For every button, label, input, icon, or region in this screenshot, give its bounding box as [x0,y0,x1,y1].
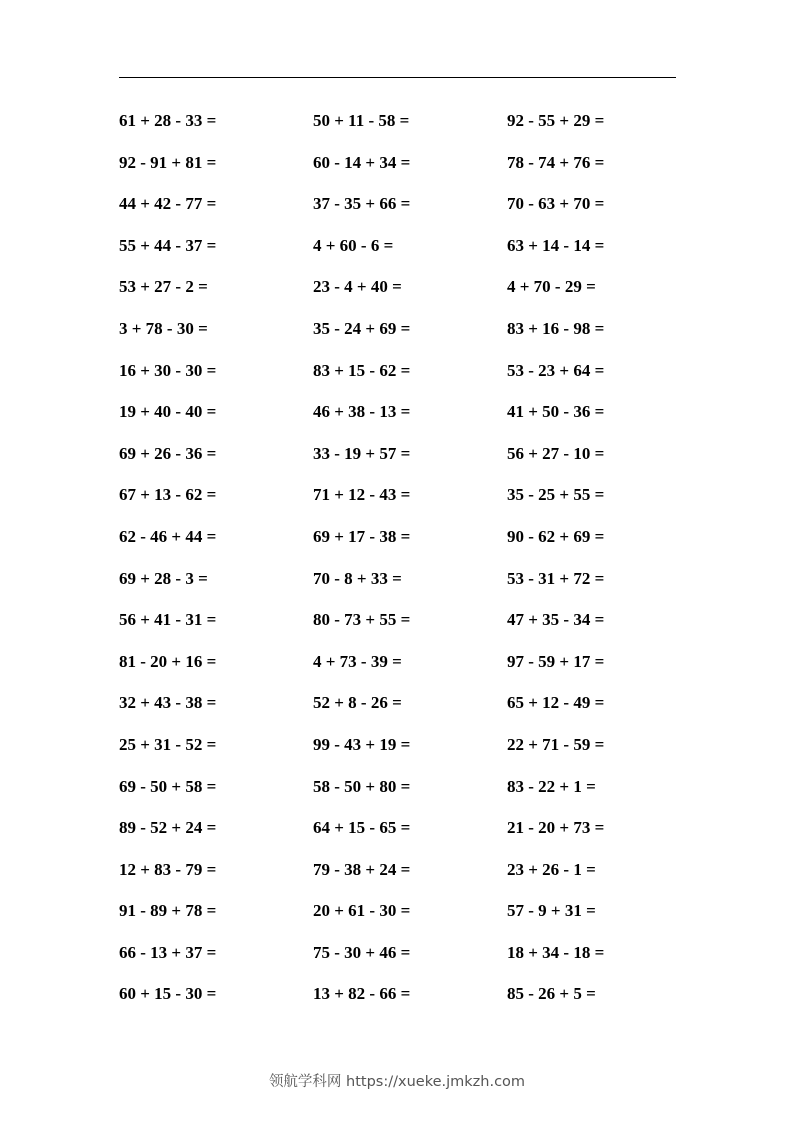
arithmetic-problem: 16 + 30 - 30 = [119,360,217,380]
arithmetic-problem: 83 + 16 - 98 = [507,318,605,338]
arithmetic-problem: 22 + 71 - 59 = [507,734,605,754]
arithmetic-problem: 46 + 38 - 13 = [313,402,411,422]
arithmetic-problem: 60 - 14 + 34 = [313,152,411,172]
arithmetic-problem: 4 + 70 - 29 = [507,277,596,297]
arithmetic-problem: 4 + 60 - 6 = [313,235,394,255]
arithmetic-problem: 65 + 12 - 49 = [507,693,605,713]
arithmetic-problem: 71 + 12 - 43 = [313,485,411,505]
arithmetic-problem: 56 + 41 - 31 = [119,610,217,630]
arithmetic-problem: 32 + 43 - 38 = [119,693,217,713]
arithmetic-problem: 13 + 82 - 66 = [313,984,411,1004]
arithmetic-problem: 75 - 30 + 46 = [313,942,411,962]
arithmetic-problem: 67 + 13 - 62 = [119,485,217,505]
arithmetic-problem: 12 + 83 - 79 = [119,859,217,879]
arithmetic-problem: 60 + 15 - 30 = [119,984,217,1004]
arithmetic-problem: 62 - 46 + 44 = [119,526,217,546]
arithmetic-problem: 69 + 17 - 38 = [313,526,411,546]
footer-watermark: 领航学科网 https://xueke.jmkzh.com [268,1074,526,1090]
arithmetic-problem: 56 + 27 - 10 = [507,443,605,463]
arithmetic-problem: 69 + 26 - 36 = [119,443,217,463]
arithmetic-problem: 99 - 43 + 19 = [313,734,411,754]
arithmetic-problem: 85 - 26 + 5 = [507,984,596,1004]
arithmetic-problem: 63 + 14 - 14 = [507,235,605,255]
arithmetic-problem: 53 + 27 - 2 = [119,277,208,297]
arithmetic-problem: 58 - 50 + 80 = [313,776,411,796]
arithmetic-problem: 35 - 25 + 55 = [507,485,605,505]
arithmetic-problem: 61 + 28 - 33 = [119,111,217,130]
arithmetic-problem: 83 + 15 - 62 = [313,360,411,380]
arithmetic-problem: 37 - 35 + 66 = [313,194,411,214]
arithmetic-problem: 35 - 24 + 69 = [313,318,411,338]
arithmetic-problem: 4 + 73 - 39 = [313,651,402,671]
arithmetic-problem: 21 - 20 + 73 = [507,818,605,838]
arithmetic-problem: 55 + 44 - 37 = [119,235,217,255]
arithmetic-problem: 66 - 13 + 37 = [119,942,217,962]
arithmetic-problem: 69 + 28 - 3 = [119,568,208,588]
arithmetic-problem: 69 - 50 + 58 = [119,776,217,796]
top-rule [119,77,676,78]
arithmetic-problem: 52 + 8 - 26 = [313,693,402,713]
arithmetic-problem: 89 - 52 + 24 = [119,818,217,838]
arithmetic-problem: 19 + 40 - 40 = [119,402,217,422]
arithmetic-problem: 64 + 15 - 65 = [313,818,411,838]
arithmetic-problem: 18 + 34 - 18 = [507,942,605,962]
arithmetic-problem: 25 + 31 - 52 = [119,734,217,754]
arithmetic-problem: 97 - 59 + 17 = [507,651,605,671]
arithmetic-problem: 3 + 78 - 30 = [119,318,208,338]
arithmetic-problem: 44 + 42 - 77 = [119,194,217,214]
arithmetic-problem: 53 - 31 + 72 = [507,568,605,588]
arithmetic-problem: 79 - 38 + 24 = [313,859,411,879]
arithmetic-problem: 50 + 11 - 58 = [313,111,410,130]
arithmetic-problem: 92 - 91 + 81 = [119,152,217,172]
arithmetic-problem: 41 + 50 - 36 = [507,402,605,422]
arithmetic-problem: 70 - 63 + 70 = [507,194,605,214]
arithmetic-problem: 70 - 8 + 33 = [313,568,402,588]
arithmetic-problem: 81 - 20 + 16 = [119,651,217,671]
arithmetic-problem: 92 - 55 + 29 = [507,111,605,130]
arithmetic-problem: 23 - 4 + 40 = [313,277,402,297]
arithmetic-problem: 78 - 74 + 76 = [507,152,605,172]
arithmetic-problem: 91 - 89 + 78 = [119,901,217,921]
arithmetic-problem: 90 - 62 + 69 = [507,526,605,546]
arithmetic-problem: 33 - 19 + 57 = [313,443,411,463]
arithmetic-problem: 53 - 23 + 64 = [507,360,605,380]
arithmetic-problem: 20 + 61 - 30 = [313,901,411,921]
arithmetic-problem: 80 - 73 + 55 = [313,610,411,630]
arithmetic-problem: 57 - 9 + 31 = [507,901,596,921]
problem-grid [119,109,699,1024]
arithmetic-problem: 83 - 22 + 1 = [507,776,596,796]
arithmetic-problem: 23 + 26 - 1 = [507,859,596,879]
arithmetic-problem: 47 + 35 - 34 = [507,610,605,630]
